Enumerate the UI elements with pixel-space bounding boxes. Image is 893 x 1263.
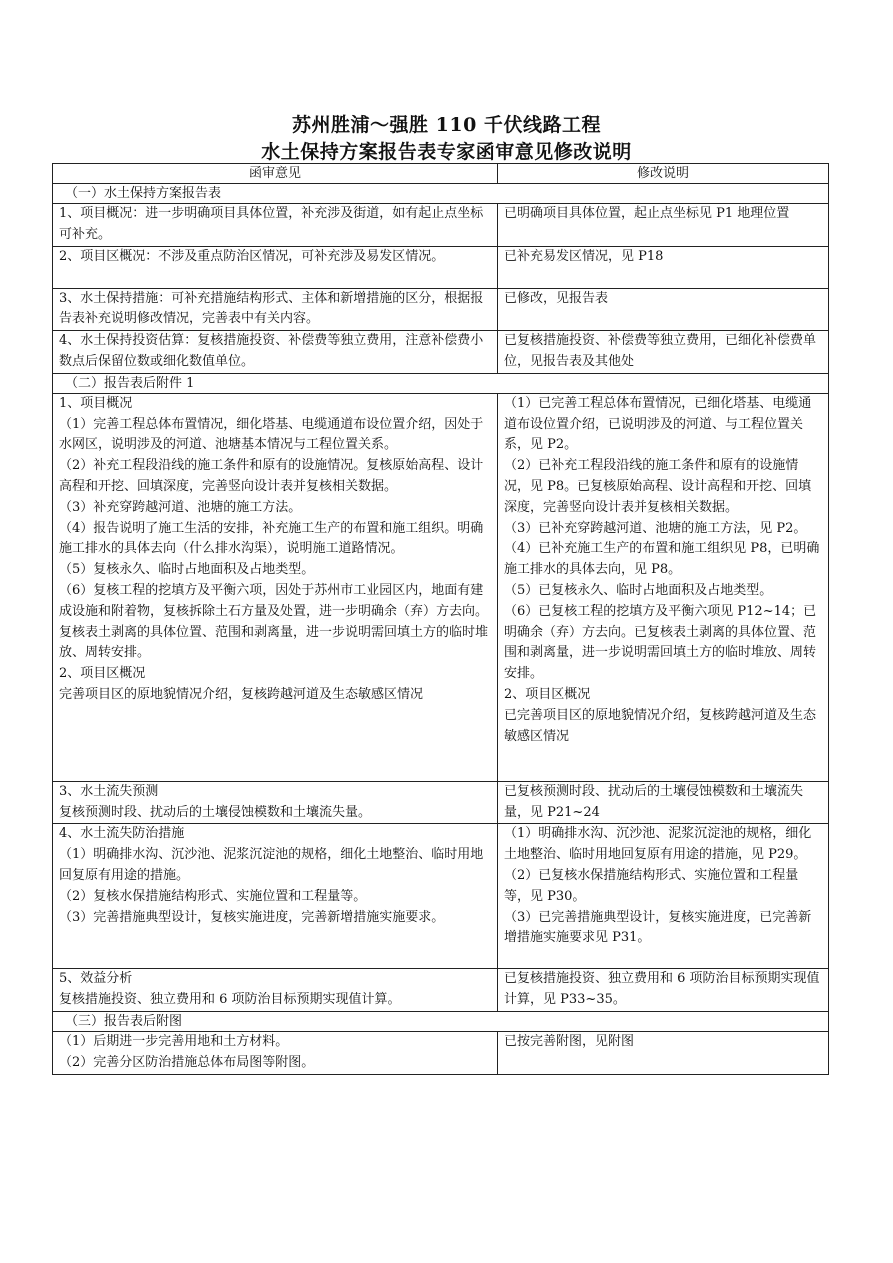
- text-line: （5）复核永久、临时占地面积及占地类型。: [59, 562, 315, 578]
- text-line: （1）明确排水沟、沉沙池、泥浆沉淀池的规格，细化土地整治、临时用地回复原有用途的措施，见 P29。: [504, 826, 812, 863]
- text-line: 已补充易发区情况，见 P18: [504, 248, 664, 264]
- response-cell: [498, 781, 829, 824]
- document-title: 苏州胜浦～强胜 110 千伏线路工程: [292, 114, 601, 136]
- text-line: （3）完善措施典型设计，复核实施进度，完善新增措施实施要求。: [59, 909, 445, 925]
- text-line: （1）完善工程总体布置情况，细化塔基、电缆通道布设位置介绍，因处于水网区，说明涉及的河道、池塘基本情况与工程位置关系。: [59, 416, 484, 453]
- response-cell: [498, 288, 829, 331]
- text-line: （6）已复核工程的挖填方及平衡六项见 P12~14；已明确余（弃）方去向。已复核表土剥离的具体位置、范围和剥离量，进一步说明需回填土方的临时堆放、周转安排。: [504, 603, 817, 682]
- text-line: 完善项目区的原地貌情况介绍，复核跨越河道及生态敏感区情况: [59, 686, 424, 702]
- table-row: [53, 824, 829, 969]
- text-line: （2）完善分区防治措施总体布局图等附图。: [59, 1054, 315, 1070]
- text-line: 已复核措施投资、独立费用和 6 项防治目标预期实现值计算，见 P33~35。: [504, 971, 820, 1008]
- text-line: 1、项目概况: [59, 395, 133, 411]
- text-line: （2）已复核水保措施结构形式、实施位置和工程量等，见 P30。: [504, 867, 799, 904]
- text-line: （4）报告说明了施工生活的安排，补充施工生产的布置和施工组织。明确施工排水的具体去向（什么排水沟渠），说明施工道路情况。: [59, 520, 484, 557]
- opinion-cell: [53, 781, 498, 824]
- text-line: （1）已完善工程总体布置情况，已细化塔基、电缆通道布设位置介绍，已说明涉及的河道、与工程位置关系，见 P2。: [504, 395, 812, 453]
- table-row: [53, 246, 829, 288]
- opinion-cell: [53, 331, 498, 374]
- table-row: [53, 969, 829, 1012]
- response-cell: [498, 331, 829, 374]
- table-row: [53, 331, 829, 374]
- text-line: 复核预测时段、扰动后的土壤侵蚀模数和土壤流失量。: [59, 804, 372, 820]
- text-line: （1）明确排水沟、沉沙池、泥浆沉淀池的规格，细化土地整治、临时用地回复原有用途的措施。: [59, 847, 484, 883]
- text-line: 1、项目概况：进一步明确项目具体位置，补充涉及街道，如有起止点坐标可补充。: [59, 206, 484, 242]
- text-line: 2、项目区概况: [504, 686, 591, 702]
- opinion-cell: [53, 969, 498, 1012]
- section-title: （三）报告表后附图: [53, 1011, 829, 1031]
- response-cell: [498, 204, 829, 247]
- section-row: [53, 184, 829, 204]
- text-line: （5）已复核永久、临时占地面积及占地类型。: [504, 582, 773, 598]
- text-line: 2、项目区概况: [59, 666, 146, 682]
- text-line: （2）复核水保措施结构形式、实施位置和工程量等。: [59, 888, 367, 904]
- text-line: 3、水土保持措施：可补充措施结构形式、主体和新增措施的区分，根据报告表补充说明修改情况，完善表中有关内容。: [59, 290, 484, 327]
- text-line: 已复核措施投资、补偿费等独立费用，已细化补偿费单位，见报告表及其他处: [504, 333, 817, 369]
- text-line: 已按完善附图，见附图: [504, 1033, 635, 1049]
- section-row: [53, 1011, 829, 1031]
- text-line: 复核措施投资、独立费用和 6 项防治目标预期实现值计算。: [59, 992, 401, 1008]
- response-cell: [498, 246, 829, 288]
- text-line: 已修改，见报告表: [504, 290, 609, 306]
- opinion-cell: [53, 393, 498, 781]
- text-line: 3、水土流失预测: [59, 783, 159, 799]
- header-opinion: 函审意见: [53, 164, 498, 184]
- table-row: [53, 393, 829, 781]
- text-line: （6）复核工程的挖填方及平衡六项，因处于苏州市工业园区内，地面有建成设施和附着物，复核拆除土石方量及处置，进一步明确余（弃）方去向。复核表土剥离的具体位置、范围和剥离量，进一步说明需回填土方的临时堆放、周转安排。: [59, 582, 489, 661]
- table-header-row: [53, 164, 829, 184]
- response-cell: [498, 393, 829, 781]
- section-row: [53, 373, 829, 393]
- text-line: （4）已补充施工生产的布置和施工组织见 P8，已明确施工排水的具体去向，见 P8。: [504, 541, 820, 578]
- text-line: 已明确项目具体位置，起止点坐标见 P1 地理位置: [504, 206, 790, 221]
- section-title: （二）报告表后附件 1: [53, 373, 829, 393]
- text-line: 已完善项目区的原地貌情况介绍，复核跨越河道及生态敏感区情况: [504, 707, 817, 744]
- table-row: [53, 288, 829, 331]
- response-cell: [498, 1031, 829, 1074]
- opinion-cell: [53, 824, 498, 969]
- table-row: [53, 204, 829, 247]
- text-line: 5、效益分析: [59, 971, 133, 987]
- text-line: 4、水土保持投资估算：复核措施投资、补偿费等独立费用，注意补偿费小数点后保留位数或细化数值单位。: [59, 333, 484, 369]
- opinion-cell: [53, 204, 498, 247]
- text-line: （3）已完善措施典型设计，复核实施进度，已完善新增措施实施要求见 P31。: [504, 909, 812, 946]
- text-line: （1）后期进一步完善用地和土方材料。: [59, 1033, 289, 1049]
- document-subtitle: 水土保持方案报告表专家函审意见修改说明: [261, 141, 632, 163]
- text-line: （3）已补充穿跨越河道、池塘的施工方法，见 P2。: [504, 520, 807, 536]
- header-response: 修改说明: [498, 164, 829, 184]
- text-line: 已复核预测时段、扰动后的土壤侵蚀模数和土壤流失量，见 P21~24: [504, 783, 804, 820]
- table-row: [53, 781, 829, 824]
- opinion-cell: [53, 1031, 498, 1074]
- text-line: 2、项目区概况：不涉及重点防治区情况，可补充涉及易发区情况。: [59, 248, 445, 264]
- review-table: [52, 163, 829, 1075]
- section-title: （一）水土保持方案报告表: [53, 184, 829, 204]
- response-cell: [498, 824, 829, 969]
- text-line: 4、水土流失防治措施: [59, 826, 185, 842]
- opinion-cell: [53, 288, 498, 331]
- text-line: （2）已补充工程段沿线的施工条件和原有的设施情况，见 P8。已复核原始高程、设计高程和开挖、回填深度，完善竖向设计表并复核相关数据。: [504, 458, 812, 515]
- response-cell: [498, 969, 829, 1012]
- opinion-cell: [53, 246, 498, 288]
- table-row: [53, 1031, 829, 1074]
- text-line: （2）补充工程段沿线的施工条件和原有的设施情况。复核原始高程、设计高程和开挖、回填深度，完善竖向设计表并复核相关数据。: [59, 458, 484, 494]
- text-line: （3）补充穿跨越河道、池塘的施工方法。: [59, 499, 302, 515]
